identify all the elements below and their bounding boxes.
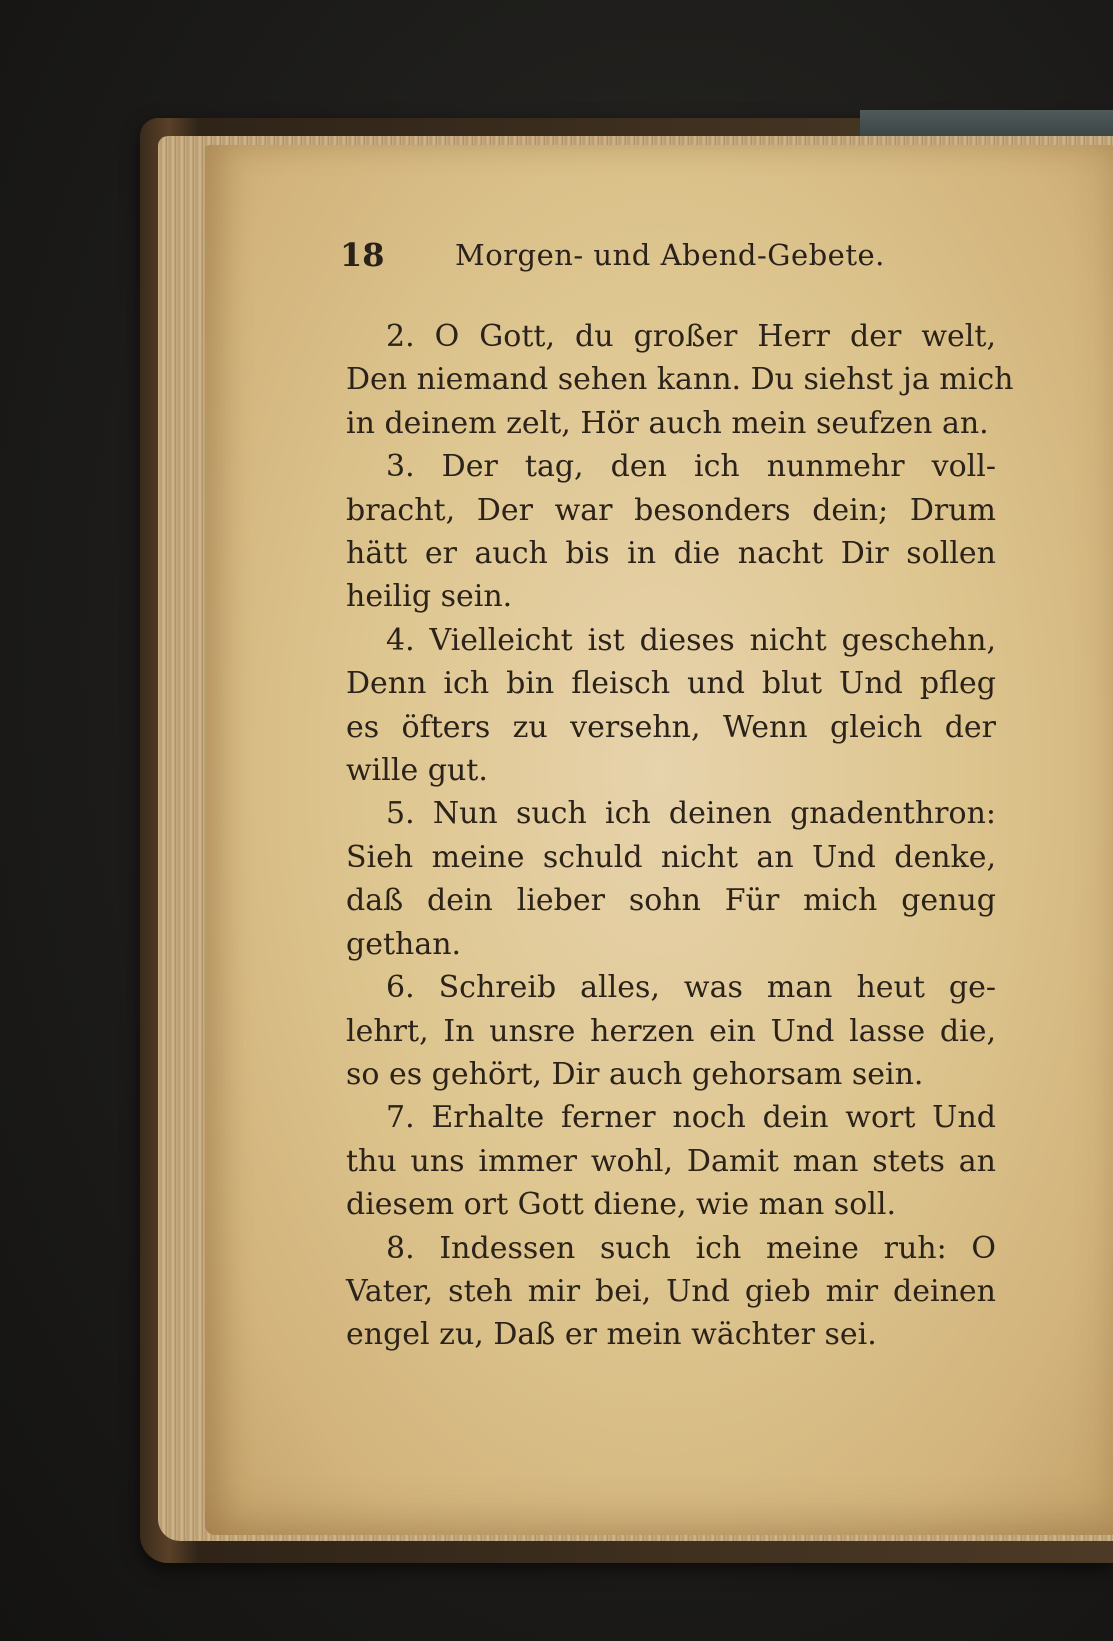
text-line: heilig sein. [346,579,513,615]
page-number: 18 [340,236,385,274]
text-line: Den niemand sehen kann. Du siehst ja mich [346,362,1014,398]
text-line: 6. Schreib alles, was man heut ge- [386,970,996,1006]
text-line: Sieh meine schuld nicht an Und denke, [346,839,996,875]
text-line: bracht, Der war besonders dein; Drum [346,492,996,528]
text-line: diesem ort Gott diene, wie man soll. [346,1187,896,1223]
page-header [340,236,980,286]
hymn-text [346,315,1014,1357]
text-line: thu uns immer wohl, Damit man stets an [346,1143,996,1179]
text-line: 2. O Gott, du großer Herr der welt, [386,319,996,354]
text-line: hätt er auch bis in die nacht Dir sollen [346,536,996,572]
text-line: engel zu, Daß er mein wächter sei. [346,1317,877,1353]
text-line: 3. Der tag, den ich nunmehr voll- [386,449,996,485]
text-line: 7. Erhalte ferner noch dein wort Und [386,1100,996,1136]
text-line: 5. Nun such ich deinen gnadenthron: [386,796,996,832]
text-line: Vater, steh mir bei, Und gieb mir deinen [346,1273,996,1309]
text-line: so es gehört, Dir auch gehorsam sein. [346,1056,924,1092]
text-line: in deinem zelt, Hör auch mein seufzen an. [346,405,989,441]
text-line: Denn ich bin fleisch und blut Und pfleg [346,666,996,702]
text-line: 4. Vielleicht ist dieses nicht geschehn, [386,622,996,658]
text-line: daß dein lieber sohn Für mich genug [346,883,996,919]
text-line: lehrt, In unsre herzen ein Und lasse die, [346,1013,996,1049]
text-line: wille gut. [346,753,488,789]
text-line: gethan. [346,926,462,962]
text-line: es öfters zu versehn, Wenn gleich der [346,709,996,745]
running-title: Morgen- und Abend-Gebete. [455,238,885,272]
text-line: 8. Indessen such ich meine ruh: O [386,1230,996,1266]
